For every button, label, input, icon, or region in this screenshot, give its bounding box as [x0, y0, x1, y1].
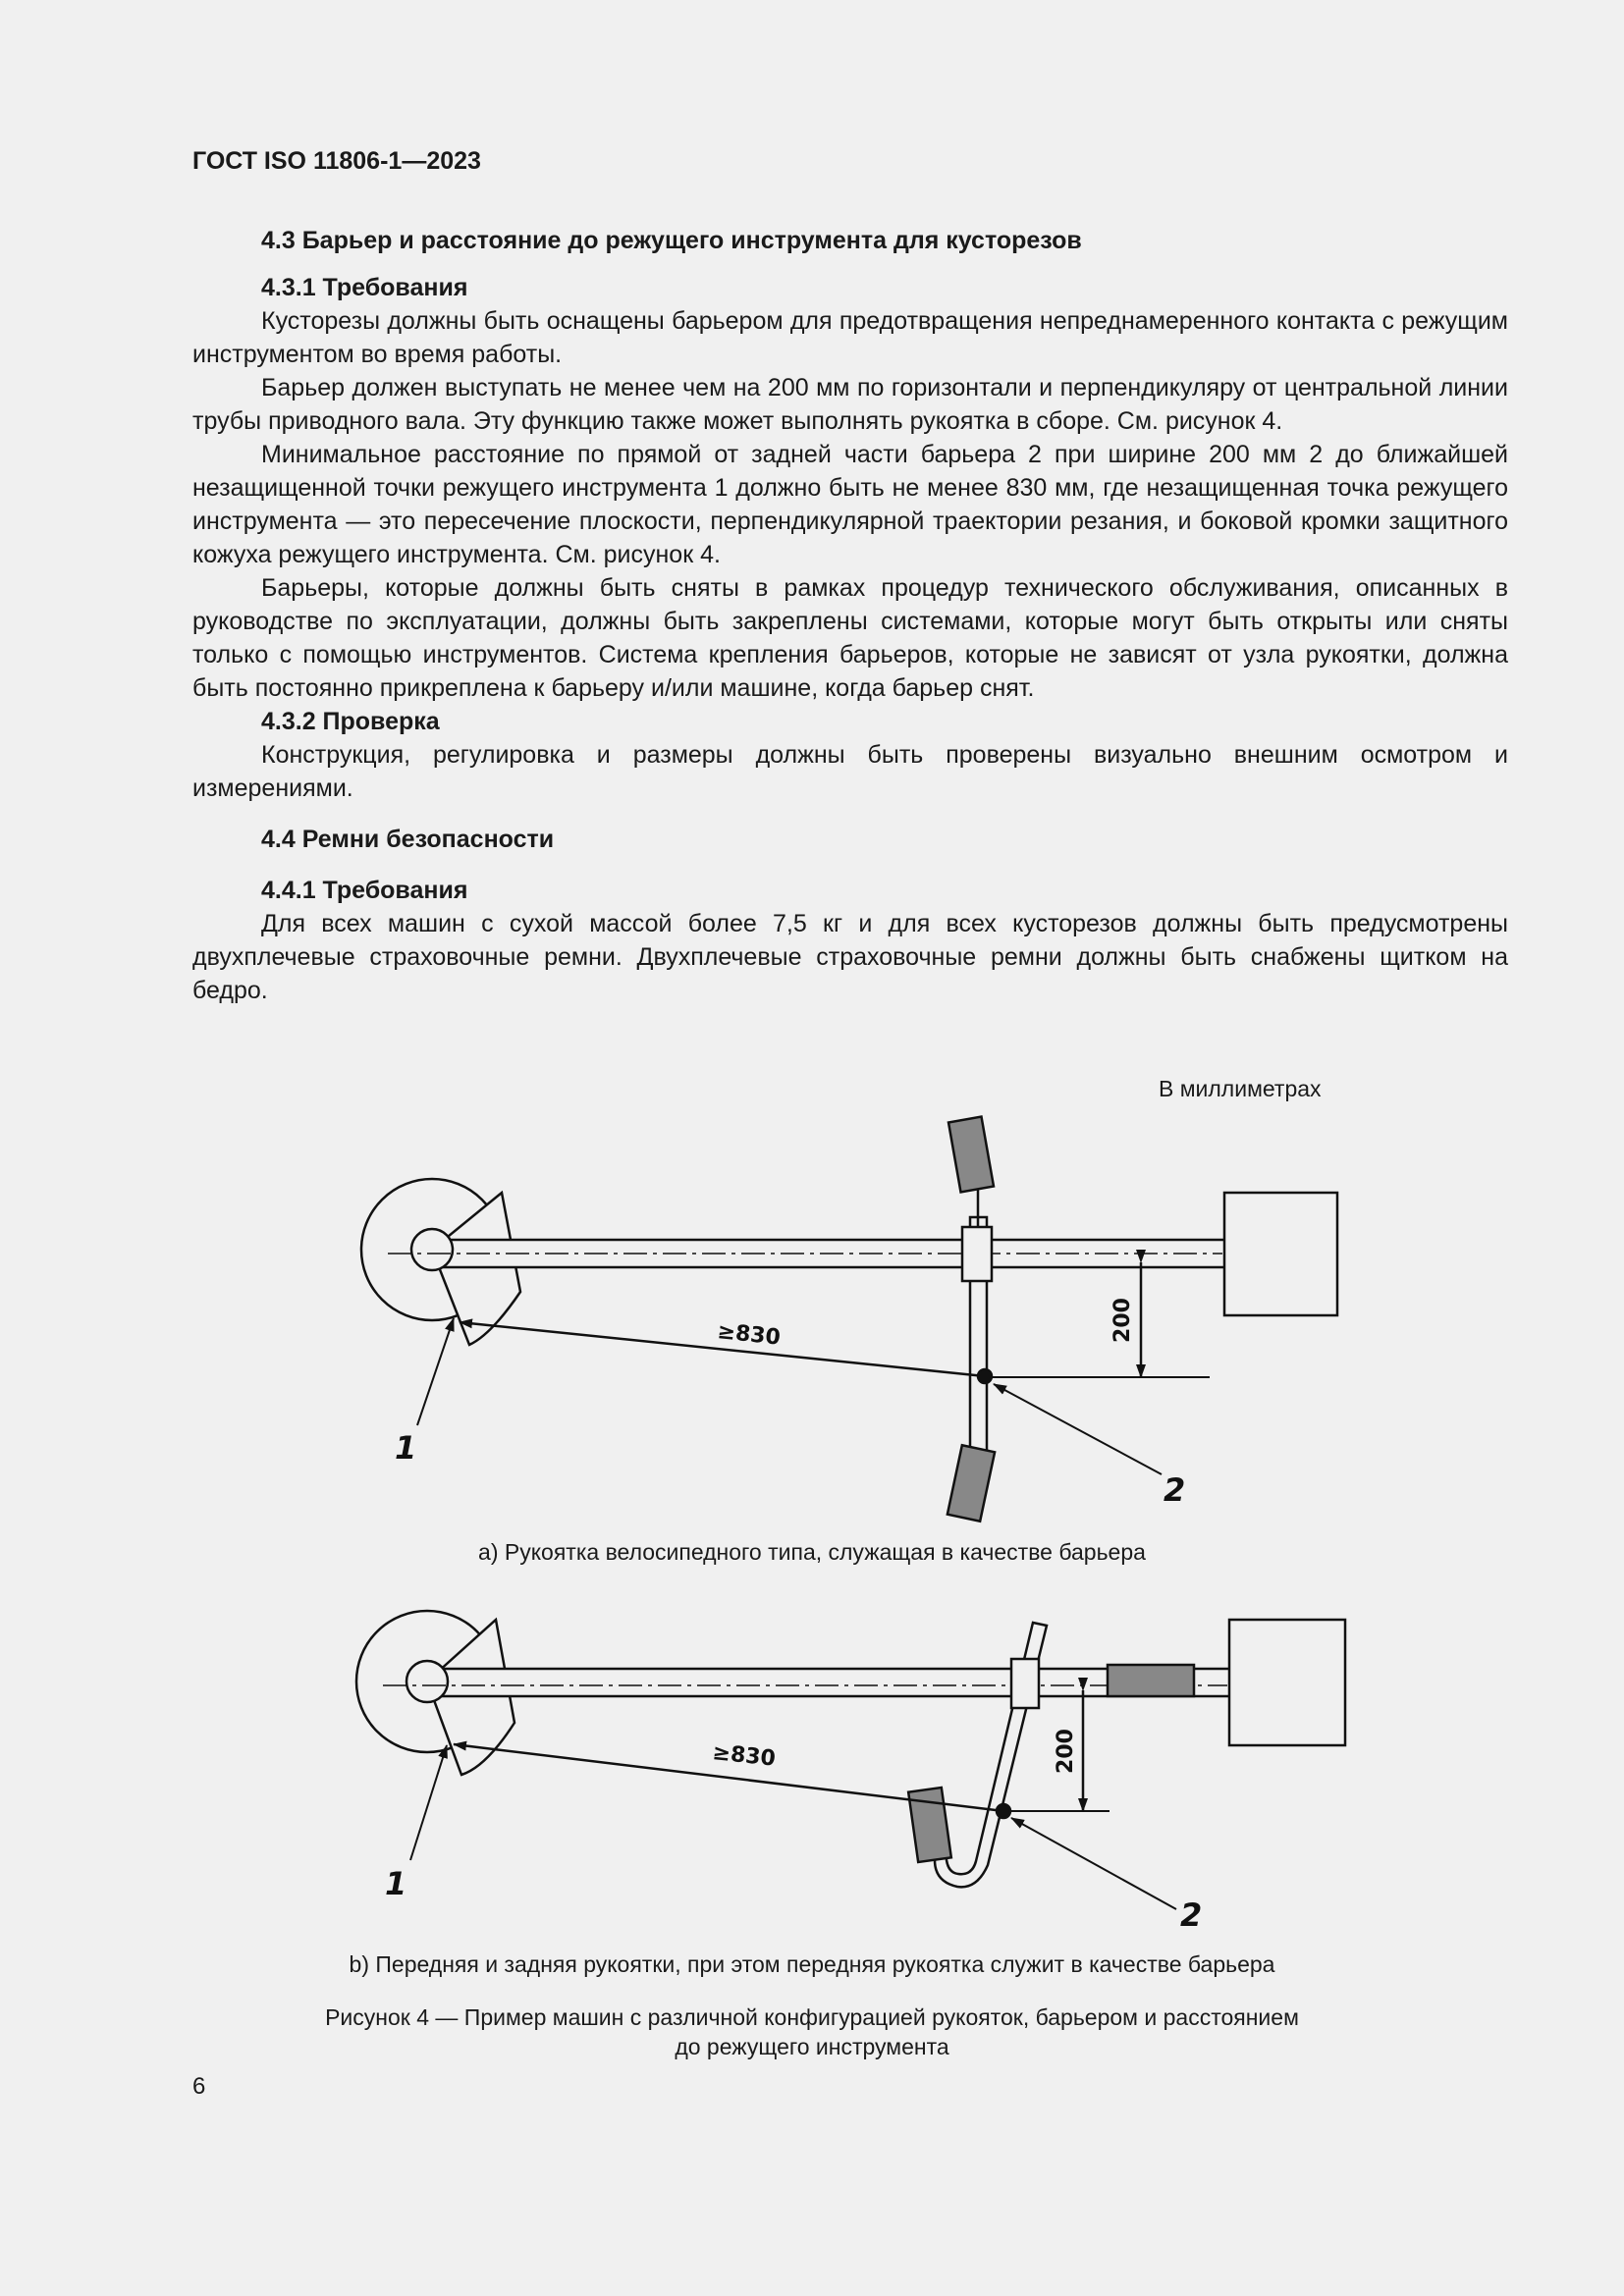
figure-b — [356, 1611, 1345, 1909]
callout-2-b: 2 — [1180, 1896, 1203, 1934]
paragraph-6: Для всех машин с сухой массой более 7,5 кг и для всех кусторезов должны быть предусмотрены двухплечевые страховочные ремни. Двухплечевые страховочные ремни должны быть снабжены щитком на бедро. — [192, 910, 1508, 1004]
section-4-4-title: 4.4 Ремни безопасности — [261, 826, 555, 853]
barrier-point-a — [978, 1369, 992, 1383]
callout-1-b: 1 — [385, 1865, 407, 1902]
figure-a — [361, 1117, 1337, 1522]
figure-title-line-1: Рисунок 4 — Пример машин с различной конфигурацией рукояток, барьером и расстоянием — [325, 2004, 1299, 2030]
caption-a: a) Рукоятка велосипедного типа, служащая в качестве барьера — [478, 1539, 1146, 1565]
document-header: ГОСТ ISO 11806-1—2023 — [192, 147, 481, 175]
section-4-3-2-title: 4.3.2 Проверка — [261, 708, 440, 735]
dim-830-label-b: ≥830 — [711, 1740, 777, 1772]
handle-clamp-a — [962, 1227, 992, 1281]
rear-grip-b — [1108, 1665, 1194, 1696]
grip-bottom-a — [947, 1445, 995, 1521]
section-4-3-title: 4.3 Барьер и расстояние до режущего инструмента для кусторезов — [261, 227, 1082, 254]
front-grip-b — [908, 1788, 951, 1862]
units-note: В миллиметрах — [1159, 1076, 1322, 1101]
dim-830-label-a: ≥830 — [716, 1319, 782, 1351]
hub-a — [411, 1229, 453, 1270]
leader-2-a — [994, 1384, 1162, 1474]
grip-top-a — [948, 1117, 994, 1193]
paragraph-3: Минимальное расстояние по прямой от задней части барьера 2 при ширине 200 мм 2 до ближайшей незащищенной точки режущего инструмента 1 должно быть не менее 830 мм, где незащищенная точка режущего инструмента — это пересечение плоскости, перпендикулярной траектории резания, и боковой кромки защитного кожуха режущего инструмента. См. рисунок 4. — [192, 441, 1508, 568]
dim-200-label-b: 200 — [1054, 1729, 1078, 1774]
barrier-point-b — [997, 1804, 1010, 1818]
engine-box-a — [1224, 1193, 1337, 1315]
leader-1-b — [410, 1745, 447, 1860]
section-4-3-1-title: 4.3.1 Требования — [261, 274, 468, 301]
engine-box-b — [1229, 1620, 1345, 1745]
section-4-4-1-title: 4.4.1 Требования — [261, 877, 468, 904]
paragraph-1: Кусторезы должны быть оснащены барьером для предотвращения непреднамеренного контакта с режущим инструментом во время работы. — [192, 307, 1508, 368]
paragraph-2: Барьер должен выступать не менее чем на 200 мм по горизонтали и перпендикуляру от центральной линии трубы приводного вала. Эту функцию также может выполнять рукоятка в сборе. См. рисунок 4. — [192, 374, 1508, 435]
callout-2-a: 2 — [1164, 1471, 1186, 1509]
paragraph-4: Барьеры, которые должны быть сняты в рамках процедур технического обслуживания, описанных в руководстве по эксплуатации, должны быть закреплены системами, которые могут быть открыты или сняты только с помощью инструментов. Система крепления барьеров, которые не зависят от узла рукоятки, должна быть постоянно прикреплена к барьеру и/или машине, когда барьер снят. — [192, 574, 1508, 702]
page-number: 6 — [192, 2073, 206, 2100]
figure-title-line-2: до режущего инструмента — [675, 2034, 949, 2059]
caption-b: b) Передняя и задняя рукоятки, при этом передняя рукоятка служит в качестве барьера — [349, 1951, 1275, 1977]
callout-1-a: 1 — [395, 1429, 417, 1467]
handle-clamp-b — [1011, 1659, 1039, 1708]
leader-1-a — [417, 1318, 454, 1425]
dim-200-label-a: 200 — [1110, 1298, 1135, 1343]
leader-2-b — [1011, 1818, 1176, 1909]
paragraph-5: Конструкция, регулировка и размеры должны быть проверены визуально внешним осмотром и измерениями. — [192, 741, 1508, 802]
hub-b — [406, 1661, 448, 1702]
